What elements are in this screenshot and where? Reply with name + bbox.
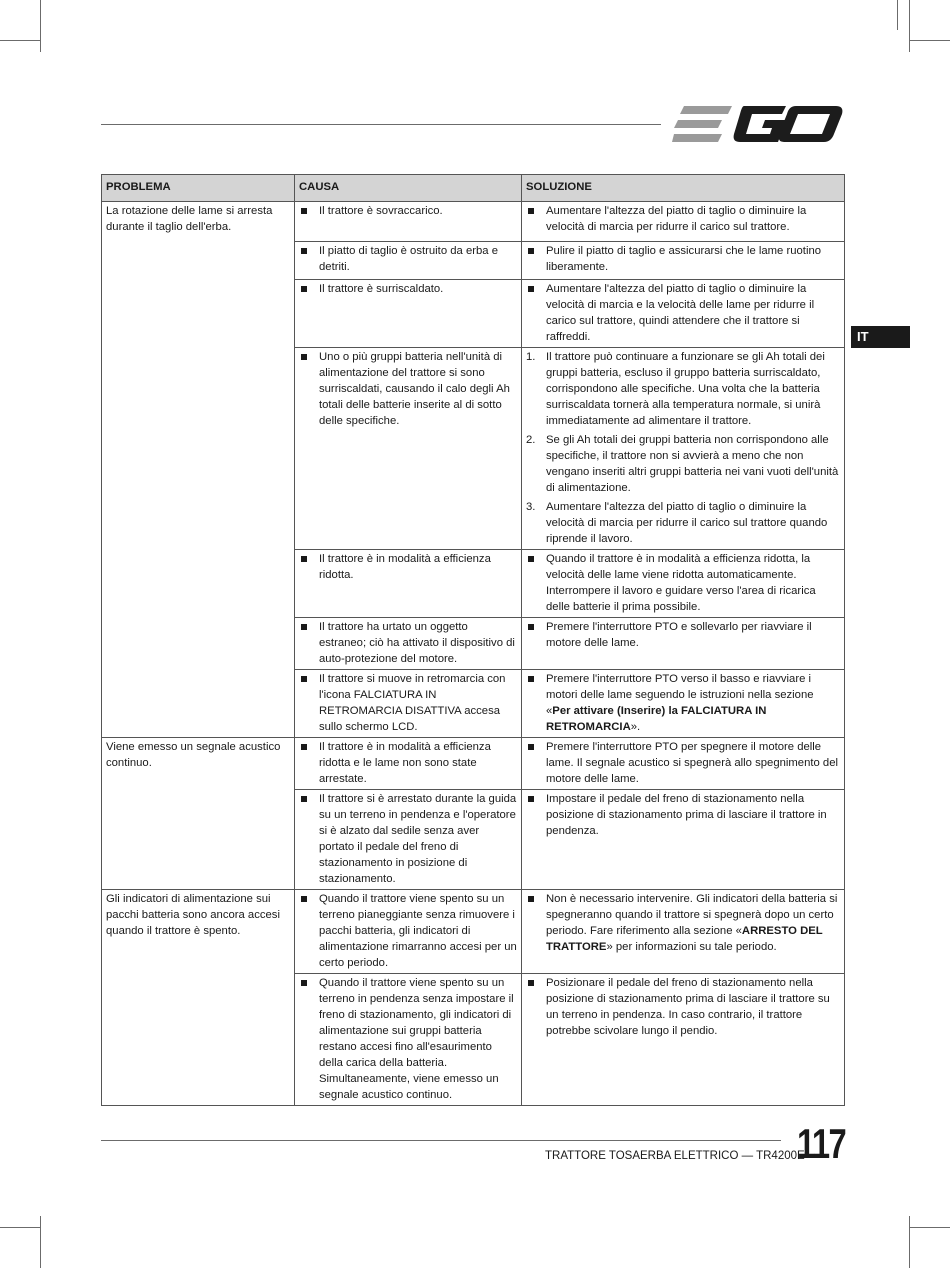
language-tab: IT [851,326,910,348]
solution-cell [522,890,845,974]
cause-cell [295,890,522,974]
cause-cell [295,790,522,890]
solution-text: Aumentare l'altezza del piatto di taglio o diminuire la velocità di marcia e la velocità delle lame per ridurre il carico sul trattore, quindi attendere che il trattore si raffreddi. [526,281,840,345]
solution-text: Premere l'interruttore PTO per spegnere il motore delle lame. Il segnale acustico si spegnerà allo spegnimento del motore delle lame. [526,739,840,787]
solution-text [526,671,840,735]
table-row [102,738,845,790]
solution-cell [522,618,845,670]
column-header-problem: PROBLEMA [102,175,295,202]
step-number: 2. [526,434,536,446]
cause-cell [295,618,522,670]
cause-text: Il trattore si è arrestato durante la guida su un terreno in pendenza e l'operatore si è alzato dal sedile senza aver portato il pedale del freno di stazionamento in posizione di stazionamento. [299,791,517,887]
page-number: 117 [797,1120,846,1167]
solution-cell [522,550,845,618]
solution-cell [522,670,845,738]
cause-text: Il trattore si muove in retromarcia con l'icona FALCIATURA IN RETROMARCIA DISATTIVA accesa sullo schermo LCD. [299,671,517,735]
cause-text: Il piatto di taglio è ostruito da erba e detriti. [299,243,517,275]
cause-cell [295,738,522,790]
section-reference: ARRESTO DEL TRATTORE [546,925,823,953]
troubleshooting-table [101,174,845,1106]
ego-logo [672,104,844,144]
solution-text: Pulire il piatto di taglio e assicurarsi che le lame ruotino liberamente. [526,243,840,275]
column-header-cause: CAUSA [295,175,522,202]
step-number: 1. [526,351,536,363]
header-rule [101,124,661,125]
step-number: 3. [526,501,536,513]
numbered-step [526,432,840,496]
solution-text-part: Non è necessario intervenire. Gli indicatori della batteria si spegneranno quando il trattore si spegnerà dopo un certo periodo. Fare riferimento alla sezione « [546,893,838,937]
numbered-step [526,499,840,547]
cause-text: Il trattore è in modalità a efficienza ridotta e le lame non sono state arrestate. [299,739,517,787]
solution-cell [522,738,845,790]
table-header-row [102,175,845,202]
solution-cell [522,974,845,1106]
step-text: Aumentare l'altezza del piatto di taglio o diminuire la velocità di marcia per ridurre il carico sul trattore quando riprende il lavoro. [546,501,828,545]
cause-text: Il trattore è surriscaldato. [299,281,517,297]
cause-text: Il trattore è sovraccarico. [299,203,517,219]
step-text: Se gli Ah totali dei gruppi batteria non corrispondono alle specifiche, il trattore non si avvierà a meno che non vengano inseriti altri gruppi batteria nei vani vuoti dell'unità di alimentazione. [546,434,839,494]
solution-cell [522,242,845,280]
cause-cell [295,242,522,280]
problem-cell: Viene emesso un segnale acustico continuo. [102,738,295,890]
solution-text-part: ». [630,721,641,733]
solution-cell [522,202,845,242]
problem-cell: Gli indicatori di alimentazione sui pacchi batteria sono ancora accesi quando il trattore è spento. [102,890,295,1106]
solution-cell [522,790,845,890]
table-row [102,202,845,242]
cause-text: Il trattore ha urtato un oggetto estraneo; ciò ha attivato il dispositivo di auto-protezione del motore. [299,619,517,667]
solution-text-part: » per informazioni su tale periodo. [606,941,777,953]
solution-text: Aumentare l'altezza del piatto di taglio o diminuire la velocità di marcia per ridurre il carico sul trattore. [526,203,840,235]
solution-text [526,891,840,955]
step-text: Il trattore può continuare a funzionare se gli Ah totali dei gruppi batteria, escluso il gruppo batteria surriscaldato, corrispondono alle specifiche. Una volta che la batteria surriscaldata tornerà alla temperatura normale, si unirà immediatamente ad alimentare il trattore. [546,351,825,427]
footer-title: TRATTORE TOSAERBA ELETTRICO — TR4200E [545,1150,805,1162]
solution-text-part: Premere l'interruttore PTO verso il basso e riavviare i motori delle lame seguendo le istruzioni nella sezione « [546,673,814,717]
solution-cell [522,280,845,348]
solution-text: Quando il trattore è in modalità a efficienza ridotta, la velocità delle lame viene ridotta automaticamente. Interrompere il lavoro e guidare verso l'area di ricarica delle batterie il prima possibile. [526,551,840,615]
solution-cell [522,348,845,550]
problem-cell: La rotazione delle lame si arresta durante il taglio dell'erba. [102,202,295,738]
solution-text: Premere l'interruttore PTO e sollevarlo per riavviare il motore delle lame. [526,619,840,651]
cause-text: Quando il trattore viene spento su un terreno pianeggiante senza rimuovere i pacchi batteria, gli indicatori di alimentazione rimarranno accesi per un certo periodo. [299,891,517,971]
cause-cell [295,202,522,242]
cause-cell [295,974,522,1106]
numbered-step [526,349,840,429]
solution-text: Posizionare il pedale del freno di stazionamento nella posizione di stazionamento prima di lasciare il trattore su un terreno in pendenza. In caso contrario, il trattore potrebbe scivolare lungo il pendio. [526,975,840,1039]
footer-rule [101,1140,781,1141]
column-header-solution: SOLUZIONE [522,175,845,202]
cause-text: Uno o più gruppi batteria nell'unità di alimentazione del trattore si sono surriscaldati, causando il calo degli Ah totali delle batterie inserite al di sotto delle specifiche. [299,349,517,429]
section-reference: Per attivare (Inserire) la FALCIATURA IN RETROMARCIA [546,705,767,733]
table-row [102,890,845,974]
cause-text: Il trattore è in modalità a efficienza ridotta. [299,551,517,583]
cause-cell [295,670,522,738]
solution-text: Impostare il pedale del freno di stazionamento nella posizione di stazionamento prima di lasciare il trattore in pendenza. [526,791,840,839]
cause-text: Quando il trattore viene spento su un terreno in pendenza senza impostare il freno di stazionamento, gli indicatori di alimentazione sui gruppi batteria restano accesi fino all'esaurimento della carica della batteria. Simultaneamente, viene emesso un segnale acustico continuo. [299,975,517,1103]
cause-cell [295,280,522,348]
cause-cell [295,550,522,618]
cause-cell [295,348,522,550]
